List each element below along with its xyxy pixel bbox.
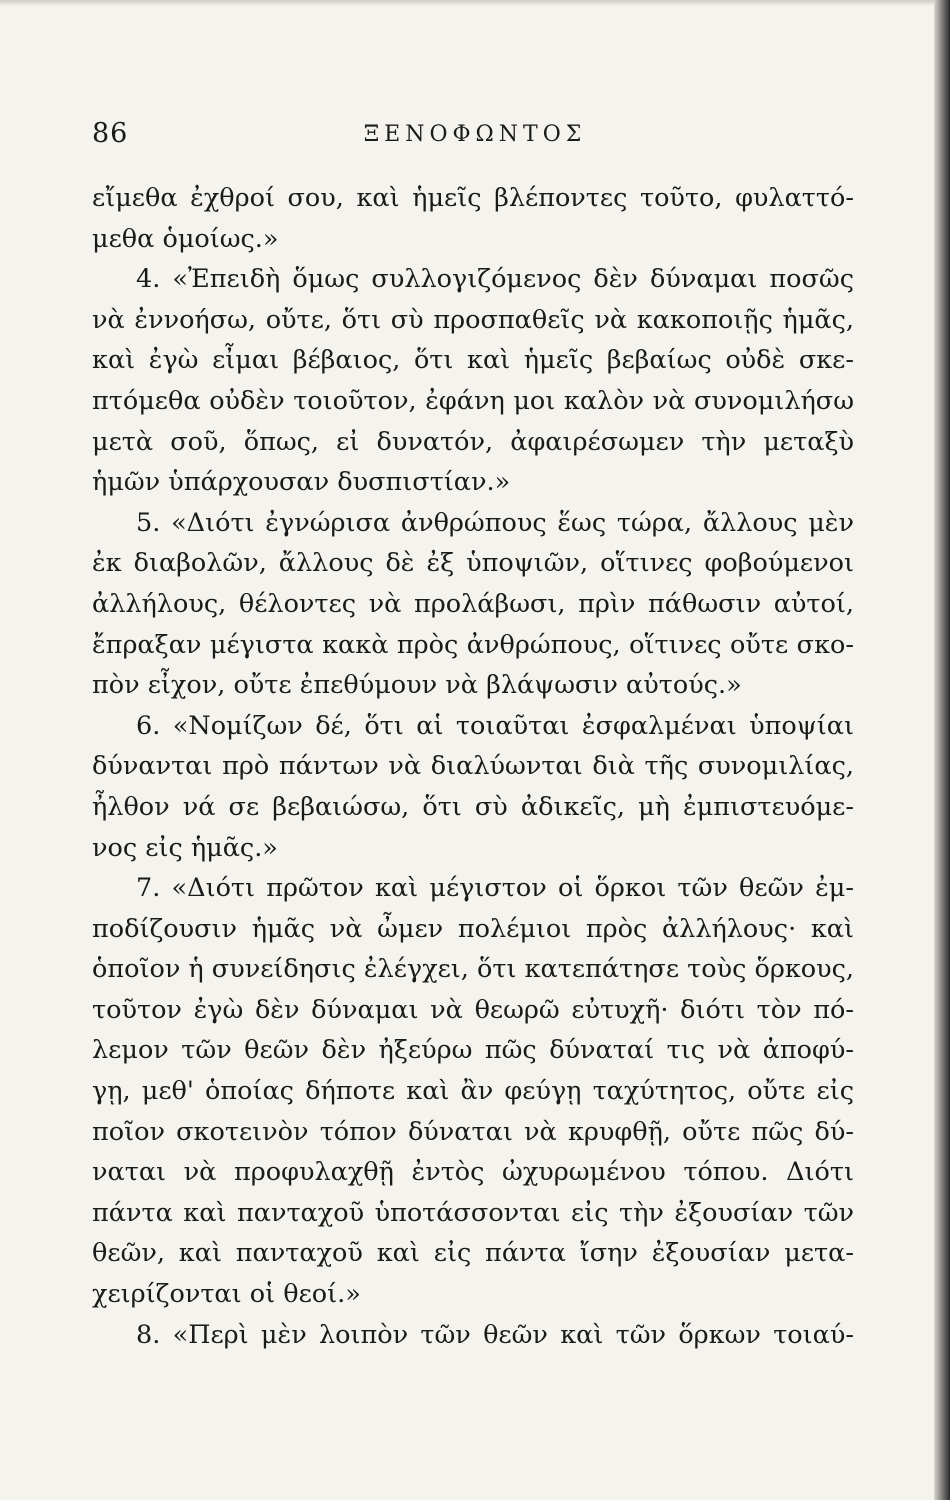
text-line: μετὰ σοῦ, ὅπως, εἰ δυνατόν, ἀφαιρέσωμεν τὴν μεταξὺ <box>92 426 854 457</box>
paragraph-7-start: 7. «Διότι πρῶτον καὶ μέγιστον οἱ ὅρκοι τῶν θεῶν ἐμ- <box>136 873 854 904</box>
text-line: λεμον τῶν θεῶν δὲν ἠξεύρω πῶς δύναταί τις νὰ ἀποφύ- <box>92 1035 854 1066</box>
paragraph-6-start: 6. «Νομίζων δέ, ὅτι αἱ τοιαῦται ἐσφαλμέναι ὑποψίαι <box>136 710 854 741</box>
text-line: εἴμεθα ἐχθροί σου, καὶ ἡμεῖς βλέποντες τοῦτο, φυλαττό- <box>92 183 854 213</box>
text-line: θεῶν, καὶ πανταχοῦ καὶ εἰς πάντα ἴσην ἐξουσίαν μετα- <box>92 1238 854 1269</box>
running-head: ΞΕΝΟΦΩΝΤΟΣ <box>363 122 587 147</box>
text-line: γῃ, μεθ' ὁποίας δήποτε καὶ ἂν φεύγῃ ταχύτητος, οὔτε εἰς <box>92 1076 854 1107</box>
text-line: νὰ ἐννοήσω, οὔτε, ὅτι σὺ προσπαθεῖς νὰ κακοποιῇς ἡμᾶς, <box>92 304 854 335</box>
text-line: δύνανται πρὸ πάντων νὰ διαλύωνται διὰ τῆς συνομιλίας, <box>92 751 854 782</box>
text-line: ναται νὰ προφυλαχθῇ ἐντὸς ὠχυρωμένου τόπου. Διότι <box>92 1157 854 1188</box>
text-line: χειρίζονται οἱ θεοί.» <box>92 1279 361 1310</box>
text-line: πάντα καὶ πανταχοῦ ὑποτάσσονται εἰς τὴν ἐξουσίαν τῶν <box>92 1197 854 1228</box>
paragraph-4-start: 4. «Ἐπειδὴ ὅμως συλλογιζόμενος δὲν δύναμαι ποσῶς <box>136 264 854 295</box>
paragraph-5-start: 5. «Διότι ἐγνώρισα ἀνθρώπους ἕως τώρα, ἄλλους μὲν <box>136 507 854 538</box>
text-line: ἦλθον νά σε βεβαιώσω, ὅτι σὺ ἀδικεῖς, μὴ ἐμπιστευόμε- <box>92 791 854 822</box>
text-line: καὶ ἐγὼ εἶμαι βέβαιος, ὅτι καὶ ἡμεῖς βεβαίως οὐδὲ σκε- <box>92 345 854 376</box>
scan-top-shadow <box>0 0 950 6</box>
paragraph-8-start: 8. «Περὶ μὲν λοιπὸν τῶν θεῶν καὶ τῶν ὅρκων τοιαύ- <box>136 1319 854 1350</box>
text-line: ἡμῶν ὑπάρχουσαν δυσπιστίαν.» <box>92 467 511 498</box>
text-line: νος εἰς ἡμᾶς.» <box>92 832 278 863</box>
text-line: τοῦτον ἐγὼ δὲν δύναμαι νὰ θεωρῶ εὐτυχῆ· διότι τὸν πό- <box>92 994 854 1025</box>
text-line: ἀλλήλους, θέλοντες νὰ προλάβωσι, πρὶν πάθωσιν αὐτοί, <box>92 588 854 619</box>
text-line: πὸν εἶχον, οὔτε ἐπεθύμουν νὰ βλάψωσιν αὐτούς.» <box>92 670 742 701</box>
page-number: 86 <box>92 118 129 149</box>
text-line: ποδίζουσιν ἡμᾶς νὰ ὦμεν πολέμιοι πρὸς ἀλλήλους· καὶ <box>92 913 854 944</box>
text-line: ἔπραξαν μέγιστα κακὰ πρὸς ἀνθρώπους, οἵτινες οὔτε σκο- <box>92 629 854 660</box>
scan-edge-shadow <box>934 0 950 1500</box>
text-line: μεθα ὁμοίως.» <box>92 223 279 254</box>
body-text <box>92 178 854 1355</box>
page-header <box>92 118 858 158</box>
text-line: ὁποῖον ἡ συνείδησις ἐλέγχει, ὅτι κατεπάτησε τοὺς ὅρκους, <box>92 954 855 985</box>
text-line: ποῖον σκοτεινὸν τόπον δύναται νὰ κρυφθῇ, οὔτε πῶς δύ- <box>92 1116 854 1147</box>
text-line: ἐκ διαβολῶν, ἄλλους δὲ ἐξ ὑποψιῶν, οἵτινες φοβούμενοι <box>92 548 854 579</box>
text-line: πτόμεθα οὐδὲν τοιοῦτον, ἐφάνη μοι καλὸν νὰ συνομιλήσω <box>92 385 854 416</box>
